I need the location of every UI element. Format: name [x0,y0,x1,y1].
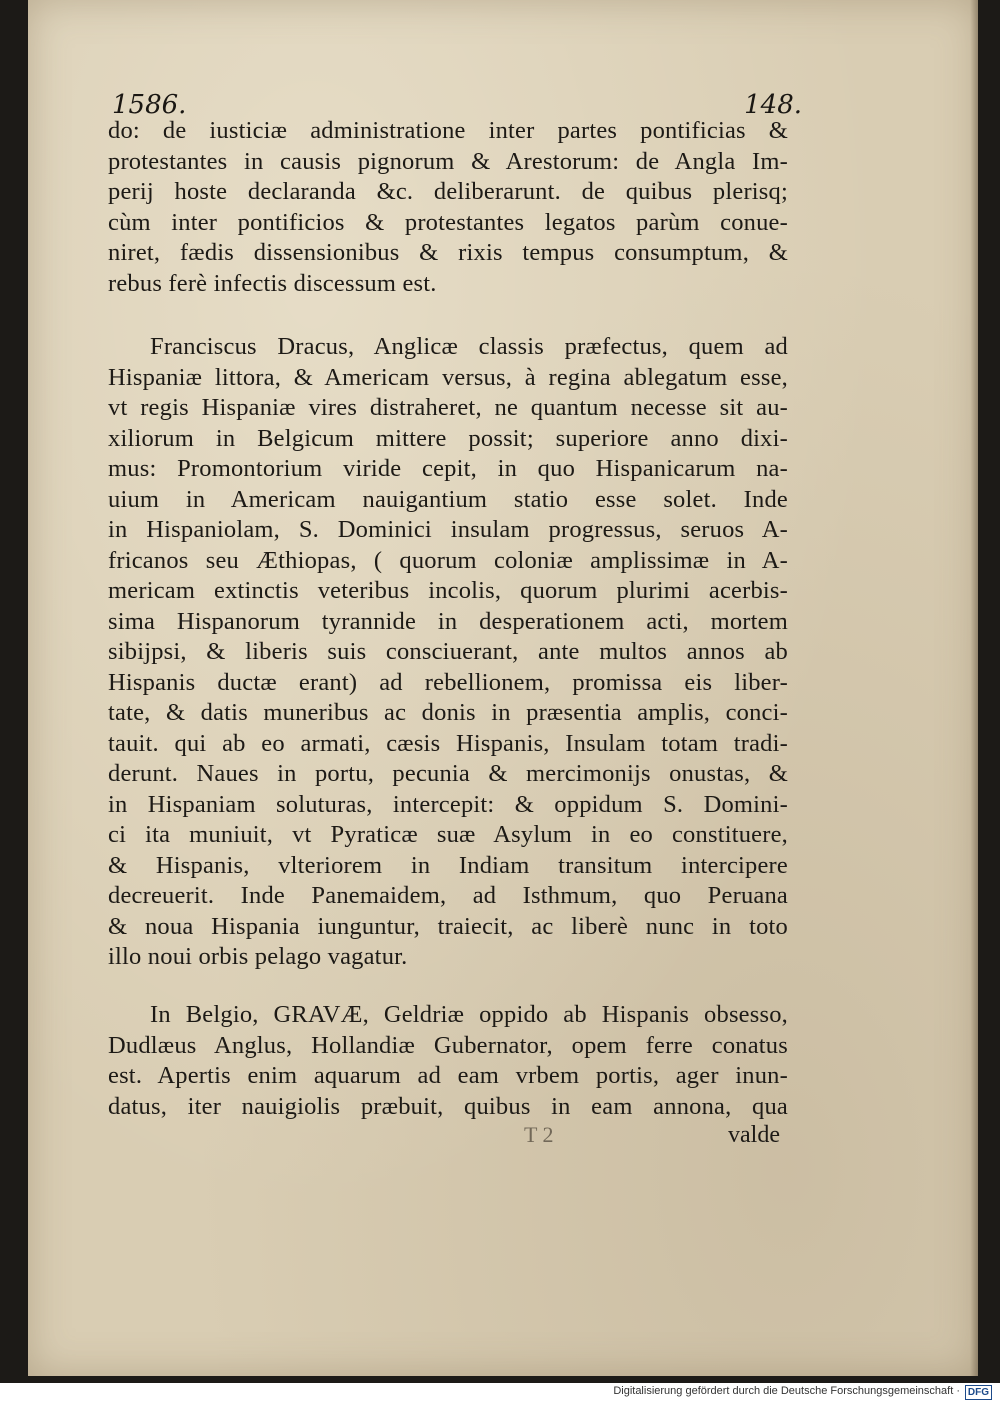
text-line: & Hispanis, vlteriorem in Indiam transitum intercipere [108,851,788,879]
text-line: rebus ferè infectis discessum est. [108,269,437,297]
text-line: Hispaniæ littora, & Americam versus, à regina ablegatum esse, [108,363,788,391]
text-line: sima Hispanorum tyrannide in desperationem acti, mortem [108,607,788,635]
book-page [28,0,978,1376]
text-line: tate, & datis muneribus ac donis in præsentia amplis, conci- [108,699,788,726]
dfg-logo: DFG [965,1385,992,1400]
text-line: niret, fædis dissensionibus & rixis tempus consumptum, & [108,239,788,266]
text-line: perij hoste declaranda &c. deliberarunt. de quibus plerisq; [108,178,788,205]
text-line: ci ita muniuit, vt Pyraticæ suæ Asylum in eo constituere, [108,821,788,848]
text-line: tauit. qui ab eo armati, cæsis Hispanis, Insulam totam tradi- [108,729,788,757]
text-line: in Hispaniolam, S. Dominici insulam progressus, seruos A- [108,516,788,543]
text-line: Hispanis ductæ erant) ad rebellionem, promissa eis liber- [108,668,788,696]
text-line: cùm inter pontificios & protestantes legatos parùm conue- [108,208,788,236]
text-line: fricanos seu Æthiopas, ( quorum coloniæ amplissimæ in A- [108,546,788,574]
text-line: Dudlæus Anglus, Hollandiæ Gubernator, opem ferre conatus [108,1031,788,1059]
page-number: 148. [744,90,802,120]
text-line: Franciscus Dracus, Anglicæ classis præfectus, quem ad [150,333,788,360]
text-line: & noua Hispania iunguntur, traiecit, ac liberè nunc in toto [108,912,788,940]
text-line: in Hispaniam soluturas, intercepit: & oppidum S. Domini- [108,790,788,818]
text-line: decreuerit. Inde Panemaidem, ad Isthmum, quo Peruana [108,882,788,909]
header-year: 1586. [112,90,187,120]
paragraph-2 [108,332,788,973]
text-line: sibijpsi, & liberis suis consciuerant, ante multos annos ab [108,638,788,665]
text-line: illo noui orbis pelago vagatur. [108,943,408,970]
text-line: mus: Promontorium viride cepit, in quo Hispanicarum na- [108,455,788,482]
text-line: est. Apertis enim aquarum ad eam vrbem portis, ager inun- [108,1062,788,1089]
paragraph-3 [108,1000,788,1122]
footer-credit: Digitalisierung gefördert durch die Deutsche Forschungsgemeinschaft · [613,1385,960,1397]
text-line: derunt. Naues in portu, pecunia & mercimonijs onustas, & [108,760,788,787]
text-line: protestantes in causis pignorum & Arestorum: de Angla Im- [108,147,788,175]
signature-mark: T 2 [524,1122,554,1147]
text-line: xiliorum in Belgicum mittere possit; superiore anno dixi- [108,424,788,452]
text-line: uium in Americam nauigantium statio esse solet. Inde [108,485,788,513]
paragraph-1 [108,116,788,299]
page-edge-shadow [970,0,978,1376]
text-line: do: de iusticiæ administratione inter partes pontificias & [108,117,788,144]
catchword: valde [728,1122,780,1148]
text-line: datus, iter nauigiolis præbuit, quibus in eam annona, qua [108,1092,788,1120]
text-line: In Belgio, GRAVÆ, Geldriæ oppido ab Hispanis obsesso, [150,1001,788,1028]
text-line: mericam extinctis veteribus incolis, quorum plurimi acerbis- [108,577,788,604]
text-line: vt regis Hispaniæ vires distraheret, ne quantum necesse sit au- [108,394,788,421]
